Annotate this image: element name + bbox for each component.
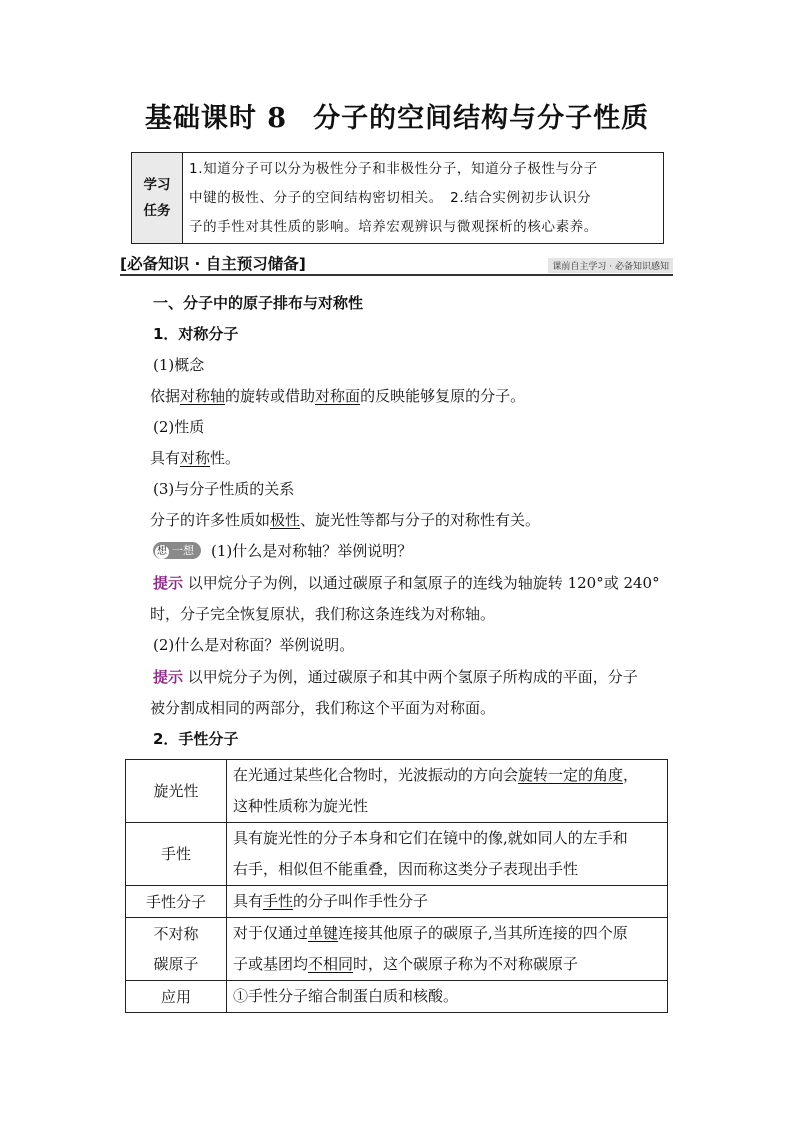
task-label-line2: 任务	[143, 203, 171, 219]
section-divider	[120, 274, 673, 276]
title-part2: 分子的空间结构与分子性质	[313, 103, 650, 134]
hint-2: 提示 以甲烷分子为例，通过碳原子和其中两个氢原子所构成的平面，分子	[153, 668, 638, 686]
concept-label: (1)概念	[153, 356, 205, 374]
task-text	[183, 153, 663, 243]
task-line: 子的手性对其性质的影响。培养宏观辨识与微观探析的核心素养。	[189, 219, 598, 235]
hint-1-cont: 时，分子完全恢复原状，我们称这条连线为对称轴。	[150, 605, 496, 623]
table-row	[126, 886, 668, 918]
think-question-2: (2)什么是对称面？举例说明。	[153, 636, 355, 654]
concept-text: 依据对称轴的旋转或借助对称面的反映能够复原的分子。	[150, 387, 526, 405]
table-key: 应用	[126, 981, 227, 1013]
learning-task-box	[131, 152, 664, 244]
blank-answer: 手性	[263, 892, 294, 910]
section-title: [必备知识 · 自主预习储备]	[120, 255, 306, 273]
table-row	[126, 918, 668, 981]
subheading-chiral-molecule: 2．手性分子	[153, 730, 239, 748]
think-question-1: 想 一想 (1)什么是对称轴？举例说明？	[153, 540, 412, 561]
table-row	[126, 760, 668, 823]
table-value: 对于仅通过单键连接其他原子的碳原子,当其所连接的四个原 子或基团均不相同时，这个碳原子称为不对称碳原子	[227, 918, 668, 981]
table-key: 不对称 碳原子	[126, 918, 227, 981]
subheading-symmetric-molecule: 1．对称分子	[153, 325, 239, 343]
section-tag: 课前自主学习 · 必备知识感知	[548, 258, 673, 273]
blank-answer: 单键	[308, 924, 339, 942]
relation-label: (3)与分子性质的关系	[153, 480, 295, 498]
blank-answer: 对称	[180, 449, 211, 467]
blank-answer: 旋转一定的角度	[518, 766, 624, 784]
table-value: 具有旋光性的分子本身和它们在镜中的像,就如同人的左手和 右手，相似但不能重叠，因而称这类分子表现出手性	[227, 823, 668, 886]
table-key: 手性	[126, 823, 227, 886]
task-line: 中键的极性、分子的空间结构密切相关。 2.结合实例初步认识分	[189, 190, 592, 206]
hint-label: 提示	[153, 574, 184, 592]
blank-answer: 极性	[270, 511, 301, 529]
task-label-line1: 学习	[143, 177, 171, 193]
section-header	[120, 252, 673, 276]
task-label	[132, 153, 183, 243]
hint-2-cont: 被分割成相同的两部分，我们称这个平面为对称面。	[150, 699, 496, 717]
task-line: 1.知道分子可以分为极性分子和非极性分子，知道分子极性与分子	[189, 161, 598, 177]
blank-answer: 不相同	[308, 955, 354, 973]
hint-1: 提示 以甲烷分子为例，以通过碳原子和氢原子的连线为轴旋转 120°或 240°	[153, 574, 660, 592]
table-key: 旋光性	[126, 760, 227, 823]
table-value: ①手性分子缩合制蛋白质和核酸。	[227, 981, 668, 1013]
page-title	[0, 96, 794, 135]
table-row	[126, 823, 668, 886]
hint-label: 提示	[153, 668, 184, 686]
property-label: (2)性质	[153, 418, 205, 436]
table-value: 在光通过某些化合物时，光波振动的方向会旋转一定的角度， 这种性质称为旋光性	[227, 760, 668, 823]
table-key: 手性分子	[126, 886, 227, 918]
heading-1: 一、分子中的原子排布与对称性	[153, 294, 364, 312]
title-part1: 基础课时 8	[144, 103, 288, 134]
property-text: 具有对称性。	[150, 449, 241, 467]
think-badge-icon: 想 一想	[153, 542, 201, 559]
blank-answer: 对称轴	[180, 387, 226, 405]
relation-text: 分子的许多性质如极性、旋光性等都与分子的对称性有关。	[150, 511, 541, 529]
blank-answer: 对称面	[315, 387, 361, 405]
chiral-table	[125, 759, 668, 1013]
table-value: 具有手性的分子叫作手性分子	[227, 886, 668, 918]
table-row	[126, 981, 668, 1013]
